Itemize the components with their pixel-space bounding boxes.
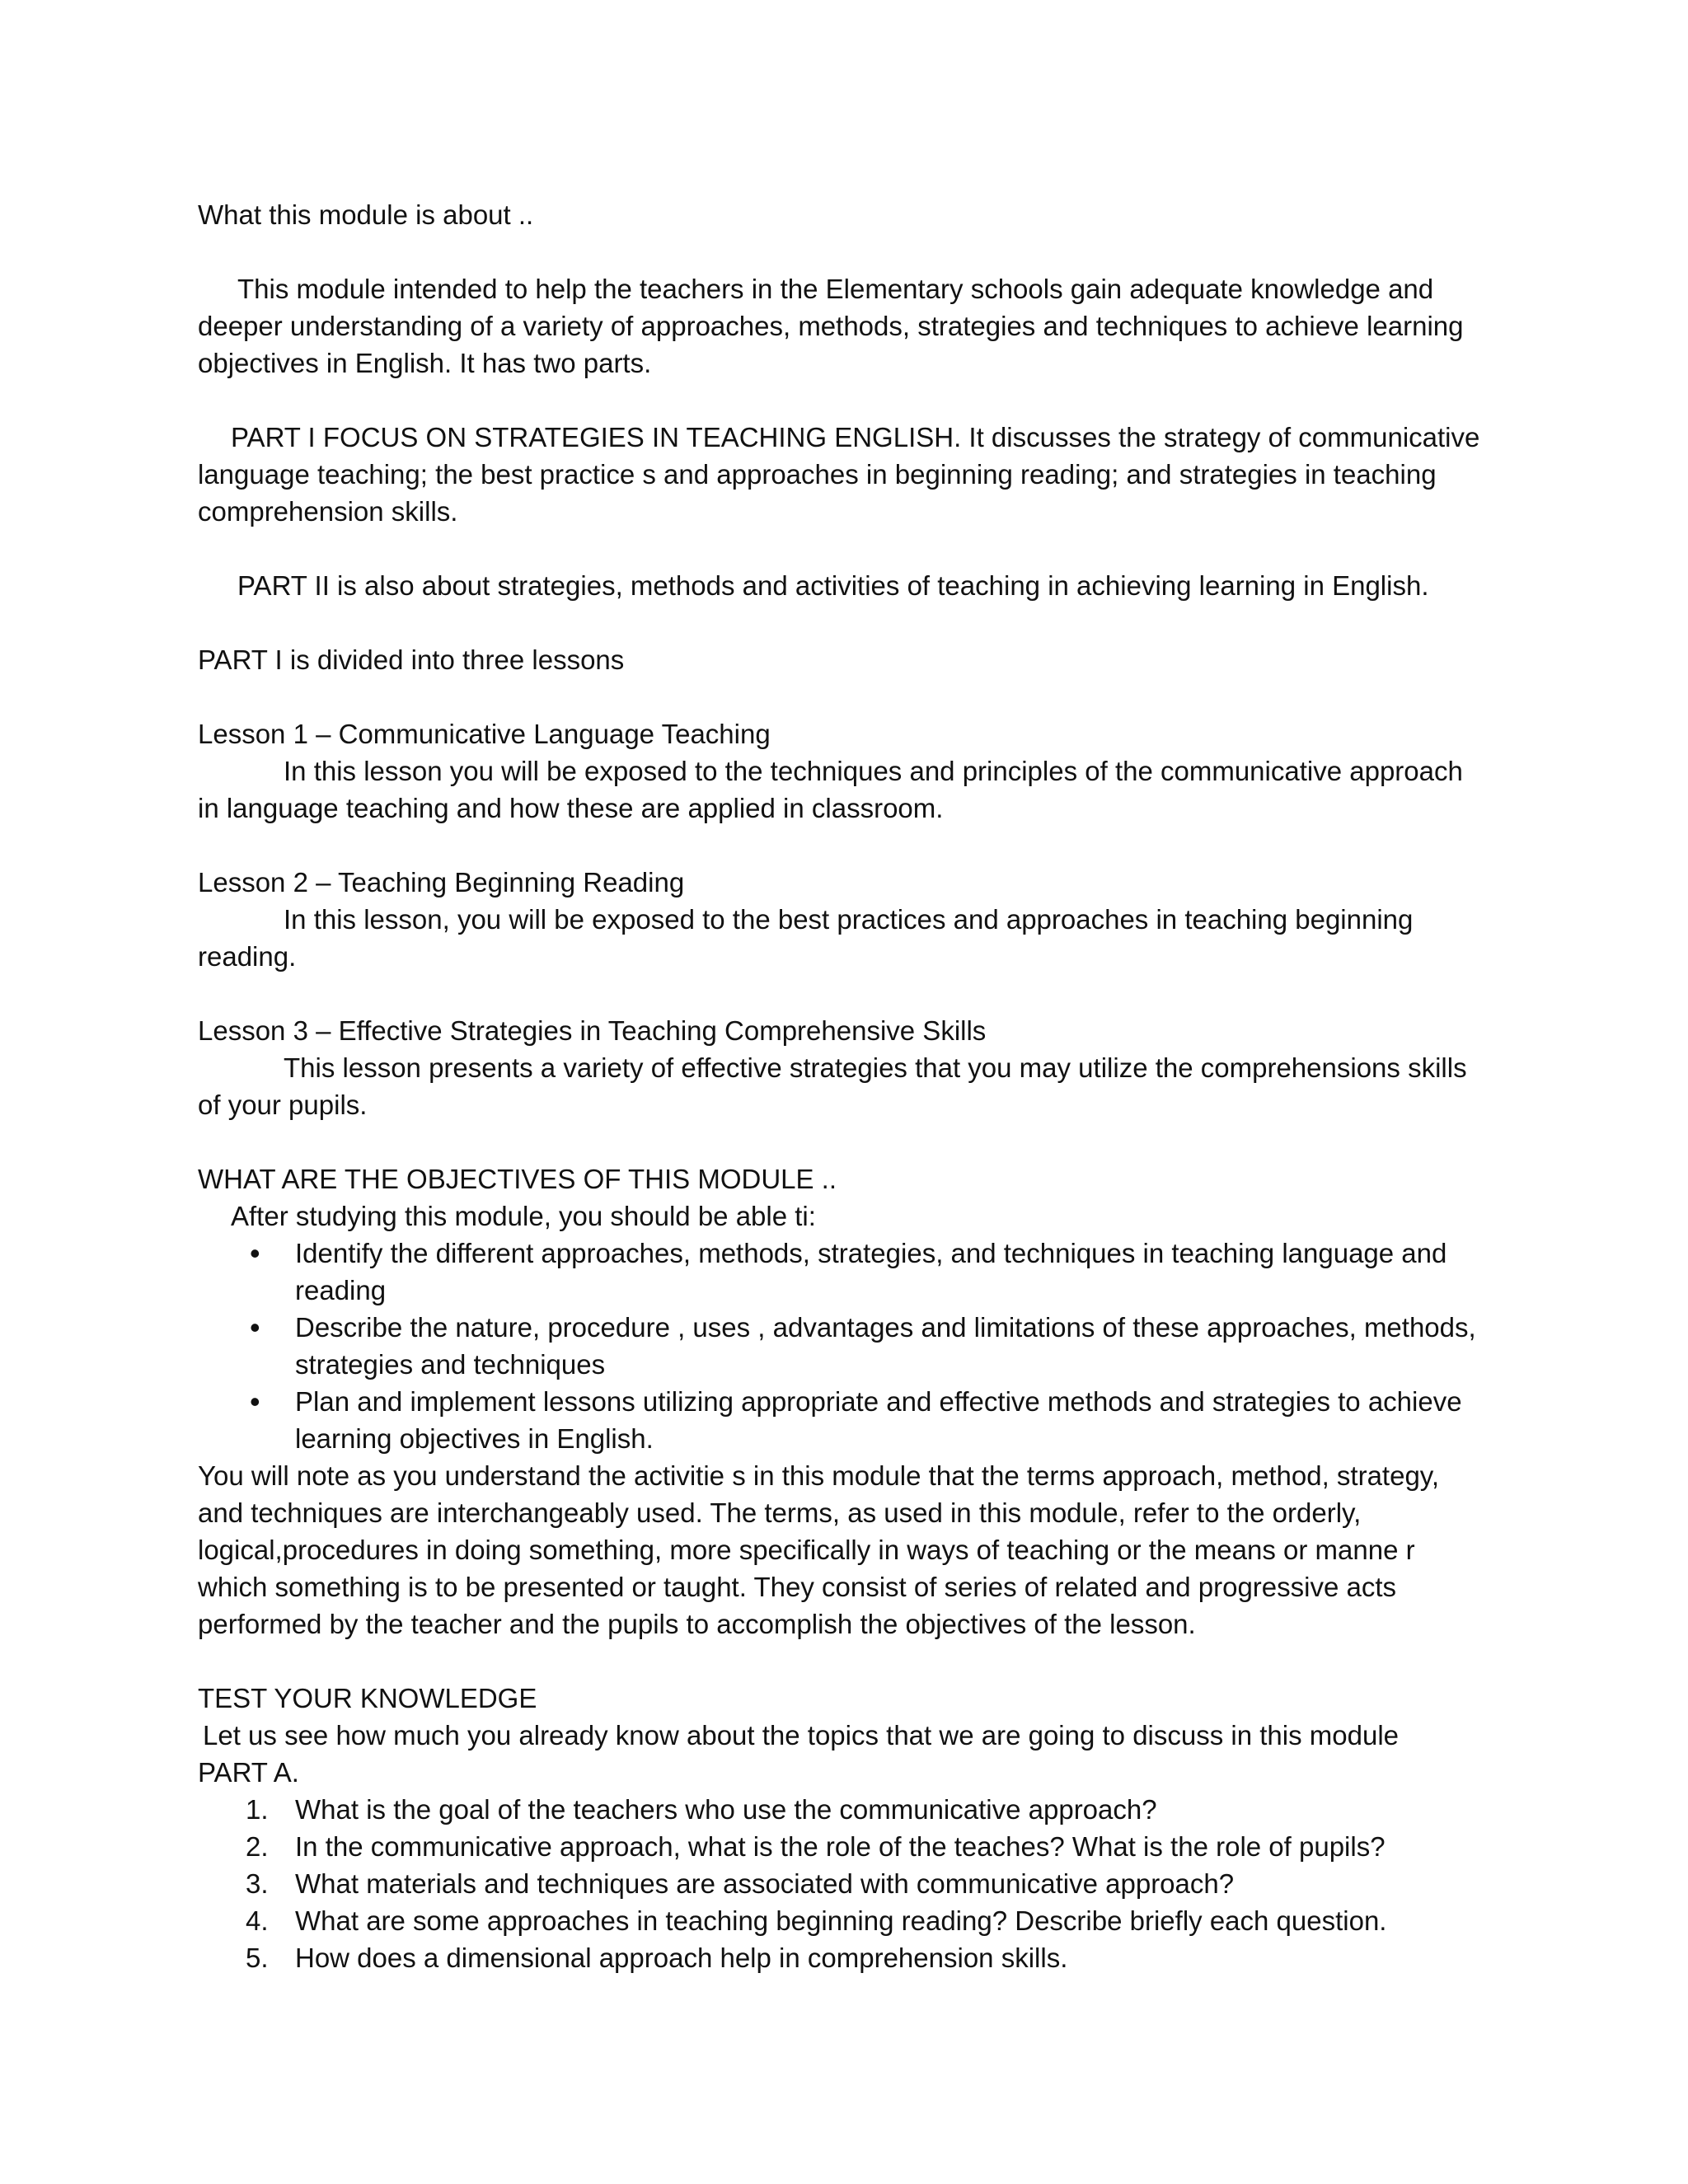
lesson-title: Lesson 1 – Communicative Language Teaching bbox=[198, 719, 771, 749]
lesson-2 bbox=[198, 864, 1484, 975]
lesson-title: Lesson 3 – Effective Strategies in Teaching Comprehensive Skills bbox=[198, 1015, 987, 1046]
objectives-lead: After studying this module, you should be able ti: bbox=[231, 1201, 816, 1231]
part-a-label: PART A. bbox=[198, 1757, 299, 1788]
question-number: 5. bbox=[246, 1943, 269, 1973]
lesson-description: In this lesson, you will be exposed to the best practices and approaches in teaching beginning reading. bbox=[198, 904, 1414, 972]
lesson-title: Lesson 2 – Teaching Beginning Reading bbox=[198, 867, 685, 898]
test-section bbox=[198, 1680, 1484, 1976]
question-text: What is the goal of the teachers who use the communicative approach? bbox=[295, 1794, 1157, 1825]
question-text: In the communicative approach, what is the role of the teaches? What is the role of pupils? bbox=[295, 1831, 1386, 1862]
lesson-description: This lesson presents a variety of effective strategies that you may utilize the comprehensions skills of your pupils. bbox=[198, 1052, 1467, 1120]
objective-item: • Identify the different approaches, methods, strategies, and techniques in teaching language and reading bbox=[295, 1235, 1484, 1309]
test-heading: TEST YOUR KNOWLEDGE bbox=[198, 1683, 537, 1713]
note-paragraph: You will note as you understand the activitie s in this module that the terms approach, method, strategy, and techniques are interchangeably used. The terms, as used in this module, refer to the orderly, logical,procedures in doing something, more specifically in ways of teaching or the means or manne r which something is to be presented or taught. They consist of series of related and progressive acts performed by the teacher and the pupils to accomplish the objectives of the lesson. bbox=[198, 1460, 1440, 1639]
question-number: 4. bbox=[246, 1905, 269, 1936]
part1-divided: PART I is divided into three lessons bbox=[198, 644, 625, 675]
question-item bbox=[246, 1828, 1484, 1865]
question-item bbox=[246, 1902, 1484, 1939]
question-item bbox=[246, 1939, 1484, 1976]
question-number: 3. bbox=[246, 1868, 269, 1899]
lesson-3 bbox=[198, 1012, 1484, 1123]
question-text: How does a dimensional approach help in comprehension skills. bbox=[295, 1943, 1068, 1973]
objective-item: • Describe the nature, procedure , uses , advantages and limitations of these approaches, methods, strategies and techniques bbox=[295, 1309, 1484, 1383]
question-text: What are some approaches in teaching beginning reading? Describe briefly each question. bbox=[295, 1905, 1387, 1936]
lesson-description: In this lesson you will be exposed to the techniques and principles of the communicative approach in language teaching and how these are applied in classroom. bbox=[198, 756, 1463, 823]
document-page bbox=[198, 196, 1484, 1976]
heading-about: What this module is about .. bbox=[198, 199, 534, 230]
question-number: 1. bbox=[246, 1794, 269, 1825]
question-number: 2. bbox=[246, 1831, 269, 1862]
test-lead: Let us see how much you already know about the topics that we are going to discuss in this module bbox=[203, 1720, 1400, 1750]
questions-list bbox=[198, 1791, 1484, 1976]
lesson-1 bbox=[198, 715, 1484, 827]
intro-paragraph: This module intended to help the teachers in the Elementary schools gain adequate knowledge and deeper understanding of a variety of approaches, methods, strategies and techniques to achieve learning objectives in English. It has two parts. bbox=[198, 274, 1464, 378]
objectives-heading: WHAT ARE THE OBJECTIVES OF THIS MODULE .. bbox=[198, 1164, 837, 1194]
question-item bbox=[246, 1865, 1484, 1902]
objectives-section bbox=[198, 1160, 1484, 1643]
objective-item: • Plan and implement lessons utilizing appropriate and effective methods and strategies to achieve learning objectives in English. bbox=[295, 1383, 1484, 1457]
part1-description: PART I FOCUS ON STRATEGIES IN TEACHING ENGLISH. It discusses the strategy of communicative language teaching; the best practice s and approaches in beginning reading; and strategies in teaching comprehension skills. bbox=[198, 422, 1480, 527]
part2-description: PART II is also about strategies, methods and activities of teaching in achieving learning in English. bbox=[237, 570, 1429, 601]
objectives-list bbox=[198, 1235, 1484, 1457]
question-text: What materials and techniques are associated with communicative approach? bbox=[295, 1868, 1235, 1899]
question-item bbox=[246, 1791, 1484, 1828]
